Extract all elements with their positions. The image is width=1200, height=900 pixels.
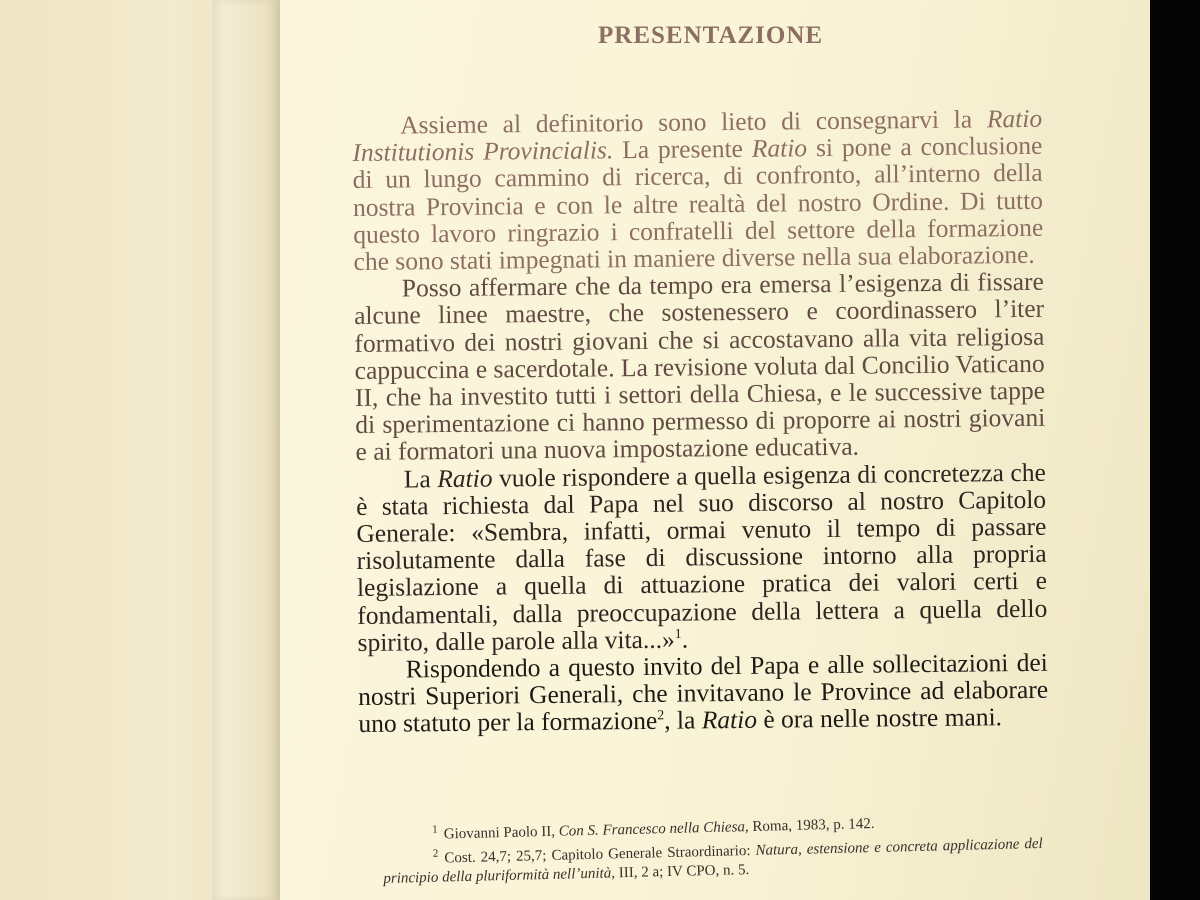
paragraph xyxy=(354,268,1046,466)
text-run: Assieme al definitorio sono lieto di consegnarvi la xyxy=(399,104,988,140)
footnote-ref: 1 xyxy=(674,626,682,643)
text-run: Giovanni Paolo II, xyxy=(443,823,559,843)
italic-text: Con S. Francesco nella Chiesa, xyxy=(558,819,749,840)
italic-text: Natura, estensione e concreta applicazione del principio della pluriformità nell’unità, xyxy=(383,835,1043,887)
text-run: III, 2 a; IV CPO, n. 5. xyxy=(614,862,750,882)
page-edge xyxy=(1150,0,1200,900)
text-run: vuole rispondere a quella esigenza di concretezza che è stata richiesta dal Papa nel suo discorso al nostro Capitolo Generale: «Sembra, infatti, ormai venuto il tempo di passare risolutamente dalla fase di discussione intorno alla propria legislazione a quella di attuazione pratica dei valori certi e fondamentali, dalla preoccupazione della lettera a quella dello spirito, dalle parole alla vita...» xyxy=(355,457,1048,657)
footnote-number: 2 xyxy=(432,847,439,860)
footnote-number: 1 xyxy=(432,823,438,836)
italic-text: Ratio xyxy=(437,463,493,493)
page-title: PRESENTAZIONE xyxy=(598,22,824,49)
text-run: si pone a conclusione di un lungo cammino di ricerca, di confronto, all’interno della nostra Provincia e con le altre realtà del nostro Ordine. Di tutto questo lavoro ringrazio i confratelli del settore della formazione che sono stati impegnati in maniere diverse nella sua elaborazione. xyxy=(352,130,1044,277)
text-run: Posso affermare che da tempo era emersa l’esigenza di fissare alcune linee maestre, che sostenessero e coordinassero l’iter formativo dei nostri giovani che si accostavano alla vita religiosa cappuccina e sacerdotale. La revisione voluta dal Concilio Vaticano II, che ha investito tutti i settori della Chiesa, e le successive tappe di sperimentazione ci hanno permesso di proporre ai nostri giovani e ai formatori una nuova impostazione educativa. xyxy=(353,266,1046,467)
italic-text: Ratio xyxy=(701,705,758,735)
text-run: . xyxy=(681,624,689,654)
text-run: Cost. 24,7; 25,7; Capitolo Generale Straordinario: xyxy=(444,842,756,867)
italic-text: Ratio Institutionis Provincialis. xyxy=(352,103,1043,168)
text-run: Roma, 1983, p. 142. xyxy=(748,815,875,836)
body-text xyxy=(352,105,1049,738)
text-run: La xyxy=(403,463,438,494)
text-run: La presente xyxy=(613,134,752,165)
text-run: , la xyxy=(664,705,702,736)
paragraph xyxy=(352,105,1044,275)
text-run: Rispondendo a questo invito del Papa e alle sollecitazioni dei nostri Superiori Generali, che invitavano le Province ad elaborare uno statuto per la formazione xyxy=(357,647,1049,739)
italic-text: Ratio xyxy=(751,133,808,164)
text-run: è ora nelle nostre mani. xyxy=(756,702,1003,735)
footnote-ref: 2 xyxy=(657,708,665,724)
paragraph xyxy=(358,649,1049,738)
paragraph xyxy=(356,458,1048,656)
